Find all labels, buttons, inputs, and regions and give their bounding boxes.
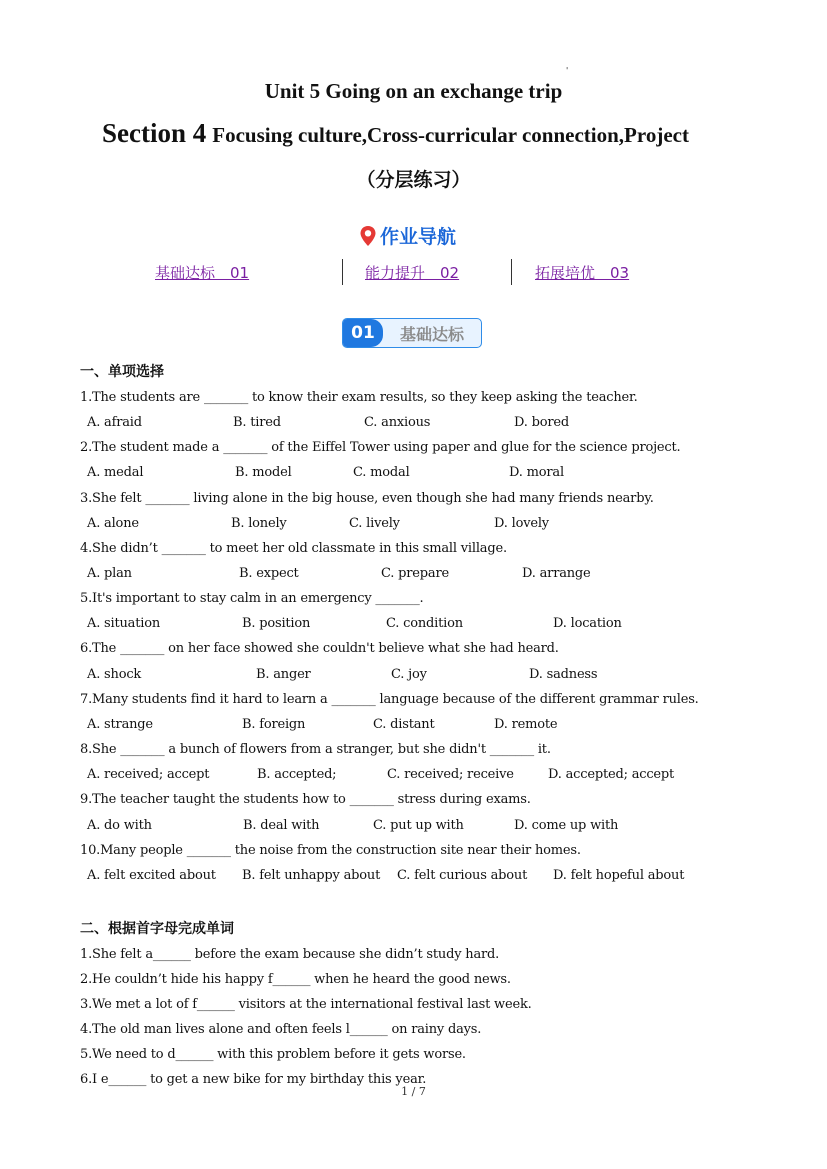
question-text: 9.The teacher taught the students how to _______ stress during exams.	[80, 792, 531, 807]
fill-in-item: 2.He couldn’t hide his happy f______ when he heard the good news.	[80, 972, 511, 987]
option-b: B. lonely	[231, 516, 287, 531]
option-a: A. do with	[87, 818, 152, 833]
nav-link-basic[interactable]: 基础达标 01	[155, 264, 250, 282]
option-a: A. strange	[87, 717, 153, 732]
option-a: A. afraid	[87, 415, 142, 430]
option-b: B. expect	[239, 566, 299, 581]
fill-in-item: 5.We need to d______ with this problem before it gets worse.	[80, 1047, 466, 1062]
question-text: 2.The student made a _______ of the Eiffel Tower using paper and glue for the science project.	[80, 440, 681, 455]
option-d: D. accepted; accept	[548, 767, 675, 782]
option-b: B. felt unhappy about	[242, 868, 381, 883]
option-d: D. location	[553, 616, 622, 631]
option-b: B. model	[235, 465, 292, 480]
option-d: D. moral	[509, 465, 564, 480]
option-a: A. plan	[87, 566, 132, 581]
section-topics: Focusing culture,Cross-curricular connection,Project	[212, 123, 689, 147]
nav-divider	[342, 259, 343, 285]
fill-in-item: 3.We met a lot of f______ visitors at the international festival last week.	[80, 997, 532, 1012]
option-c: C. lively	[349, 516, 400, 531]
question-text: 8.She _______ a bunch of flowers from a stranger, but she didn't _______ it.	[80, 742, 551, 757]
option-c: C. received; receive	[387, 767, 514, 782]
option-d: D. lovely	[494, 516, 549, 531]
option-c: C. felt curious about	[397, 868, 528, 883]
badge-number: 01	[343, 319, 383, 347]
stray-mark: '	[566, 66, 569, 75]
unit-title: Unit 5 Going on an exchange trip	[264, 79, 563, 103]
section-title	[102, 118, 689, 149]
question-text: 4.She didn’t _______ to meet her old classmate in this small village.	[80, 541, 507, 556]
question-text: 6.The _______ on her face showed she couldn't believe what she had heard.	[80, 641, 559, 656]
option-c: C. anxious	[364, 415, 431, 430]
question-text: 3.She felt _______ living alone in the big house, even though she had many friends nearby.	[80, 491, 654, 506]
option-d: D. bored	[514, 415, 570, 430]
option-d: D. remote	[494, 717, 558, 732]
option-c: C. condition	[386, 616, 463, 631]
option-c: C. joy	[391, 667, 427, 682]
option-b: B. foreign	[242, 717, 306, 732]
option-a: A. received; accept	[87, 767, 210, 782]
option-c: C. distant	[373, 717, 435, 732]
option-b: B. deal with	[243, 818, 320, 833]
question-text: 5.It's important to stay calm in an emergency _______.	[80, 591, 424, 606]
nav-link-improve[interactable]: 能力提升 02	[365, 264, 460, 282]
option-d: D. come up with	[514, 818, 619, 833]
option-d: D. arrange	[522, 566, 591, 581]
fill-in-item: 6.I e______ to get a new bike for my birthday this year.	[80, 1072, 427, 1087]
badge-label: 基础达标	[399, 324, 464, 344]
fill-in-item: 4.The old man lives alone and often feels l______ on rainy days.	[80, 1022, 482, 1037]
option-a: A. alone	[87, 516, 139, 531]
option-b: B. anger	[256, 667, 311, 682]
question-text: 1.The students are _______ to know their exam results, so they keep asking the teacher.	[80, 390, 638, 405]
nav-divider	[511, 259, 512, 285]
option-a: A. medal	[87, 465, 144, 480]
option-b: B. position	[242, 616, 311, 631]
section-label: Section 4	[102, 118, 207, 148]
option-c: C. prepare	[381, 566, 449, 581]
option-d: D. sadness	[529, 667, 598, 682]
option-c: C. modal	[353, 465, 410, 480]
question-text: 7.Many students find it hard to learn a _______ language because of the different grammar rules.	[80, 692, 699, 707]
option-a: A. felt excited about	[87, 868, 216, 883]
page-subtitle: （分层练习）	[356, 169, 471, 191]
option-b: B. accepted;	[257, 767, 337, 782]
option-b: B. tired	[233, 415, 281, 430]
part1-heading: 一、单项选择	[80, 364, 164, 380]
homework-nav-title	[359, 222, 456, 249]
part2-heading: 二、根据首字母完成单词	[80, 921, 234, 937]
location-pin-icon	[359, 225, 377, 247]
fill-in-item: 1.She felt a______ before the exam because she didn’t study hard.	[80, 947, 500, 962]
page-number: 1 / 7	[401, 1085, 426, 1098]
nav-title-text: 作业导航	[380, 226, 457, 248]
option-a: A. situation	[87, 616, 161, 631]
option-a: A. shock	[87, 667, 142, 682]
option-c: C. put up with	[373, 818, 464, 833]
option-d: D. felt hopeful about	[553, 868, 685, 883]
section-badge	[342, 318, 482, 348]
nav-link-extend[interactable]: 拓展培优 03	[535, 264, 630, 282]
question-text: 10.Many people _______ the noise from the construction site near their homes.	[80, 843, 581, 858]
